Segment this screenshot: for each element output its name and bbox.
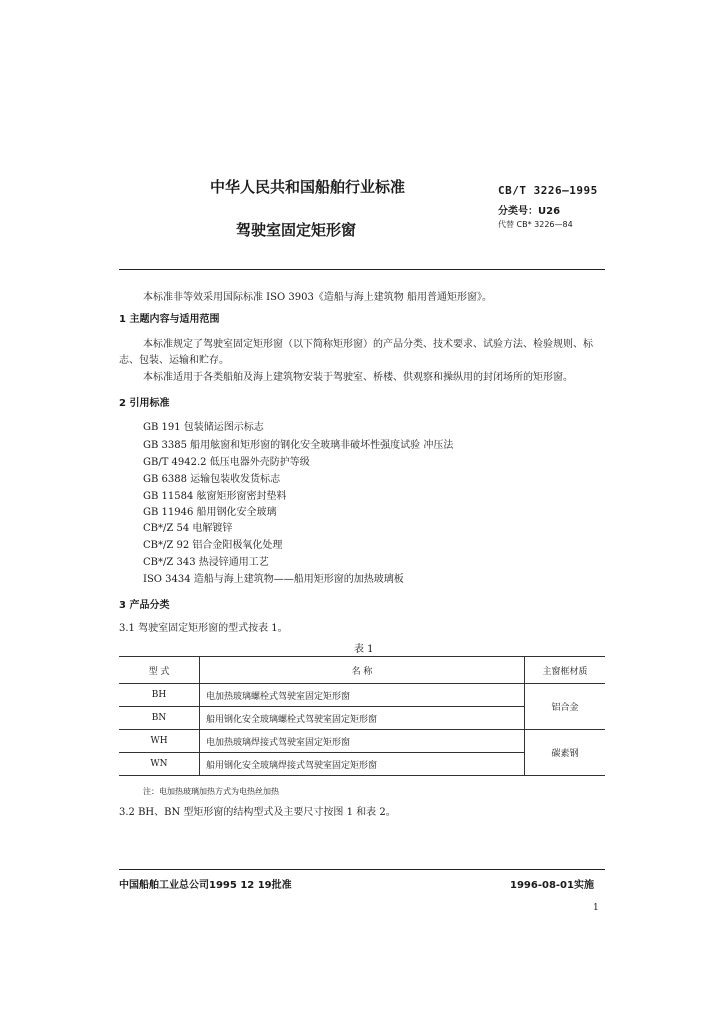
table-row xyxy=(119,730,605,753)
reference-item: CB*/Z 54 电解镀锌 xyxy=(143,523,233,534)
clause-3-2: 3.2 BH、BN 型矩形窗的结构型式及主要尺寸按图 1 和表 2。 xyxy=(119,807,396,818)
reference-item: GB 11584 舷窗矩形窗密封垫料 xyxy=(143,491,287,502)
table-header-type: 型 式 xyxy=(119,657,200,684)
clause-3-1: 3.1 驾驶室固定矩形窗的型式按表 1。 xyxy=(119,623,288,634)
standard-code: CB/T 3226—1995 xyxy=(498,184,598,197)
table-cell-type: WN xyxy=(119,753,200,776)
section-1-para-2: 本标准适用于各类船舶及海上建筑物安装于驾驶室、桥楼、供观察和操纵用的封闭场所的矩形窗。 xyxy=(143,372,573,383)
table-header-row xyxy=(119,657,605,684)
table-caption: 表 1 xyxy=(354,644,374,655)
table-cell-material: 碳素钢 xyxy=(525,730,606,776)
section-1-para-1-line-1: 本标准规定了驾驶室固定矩形窗（以下简称矩形窗）的产品分类、技术要求、试验方法、检验规则、标 xyxy=(143,339,593,350)
replaces-standard: 代替 CB* 3226—84 xyxy=(498,220,573,229)
table-cell-material: 铝合金 xyxy=(525,684,606,730)
approval-statement: 中国船舶工业总公司1995 12 19批准 xyxy=(119,880,292,891)
table-cell-type: WH xyxy=(119,730,200,753)
section-2-heading: 2 引用标准 xyxy=(119,398,170,409)
reference-item: GB/T 4942.2 低压电器外壳防护等级 xyxy=(143,457,310,468)
classification-number: 分类号：U26 xyxy=(498,206,561,217)
table-cell-type: BN xyxy=(119,707,200,730)
table-header-material: 主窗框材质 xyxy=(525,657,606,684)
section-1-heading: 1 主题内容与适用范围 xyxy=(119,314,220,325)
intro-paragraph: 本标准非等效采用国际标准 ISO 3903《造船与海上建筑物 船用普通矩形窗》。 xyxy=(143,292,492,303)
reference-item: CB*/Z 343 热浸锌通用工艺 xyxy=(143,557,269,568)
reference-item: CB*/Z 92 铝合金阳极氧化处理 xyxy=(143,540,283,551)
table-cell-name: 船用钢化安全玻璃焊接式驾驶室固定矩形窗 xyxy=(200,753,525,776)
implementation-date: 1996-08-01实施 xyxy=(510,880,594,891)
section-1-para-1-line-2: 志、包装、运输和贮存。 xyxy=(119,355,229,366)
footer-divider xyxy=(119,869,605,870)
section-3-heading: 3 产品分类 xyxy=(119,600,170,611)
document-title: 驾驶室固定矩形窗 xyxy=(236,221,357,239)
table-note: 注：电加热玻璃加热方式为电热丝加热 xyxy=(143,787,279,796)
reference-item: GB 11946 船用钢化安全玻璃 xyxy=(143,507,277,518)
table-row xyxy=(119,684,605,707)
reference-item: GB 191 包装储运图示标志 xyxy=(143,422,264,433)
reference-item: ISO 3434 造船与海上建筑物——船用矩形窗的加热玻璃板 xyxy=(143,574,404,585)
reference-item: GB 3385 船用舷窗和矩形窗的钢化安全玻璃非破坏性强度试验 冲压法 xyxy=(143,440,454,451)
table-cell-name: 船用钢化安全玻璃螺栓式驾驶室固定矩形窗 xyxy=(200,707,525,730)
window-type-table xyxy=(119,656,605,776)
reference-item: GB 6388 运输包装收发货标志 xyxy=(143,474,281,485)
header-divider xyxy=(119,269,605,270)
standard-category-title: 中华人民共和国船舶行业标准 xyxy=(210,178,406,196)
table-header-name: 名 称 xyxy=(200,657,525,684)
table-cell-name: 电加热玻璃焊接式驾驶室固定矩形窗 xyxy=(200,730,525,753)
table-cell-type: BH xyxy=(119,684,200,707)
page-number: 1 xyxy=(593,903,599,913)
table-cell-name: 电加热玻璃螺栓式驾驶室固定矩形窗 xyxy=(200,684,525,707)
